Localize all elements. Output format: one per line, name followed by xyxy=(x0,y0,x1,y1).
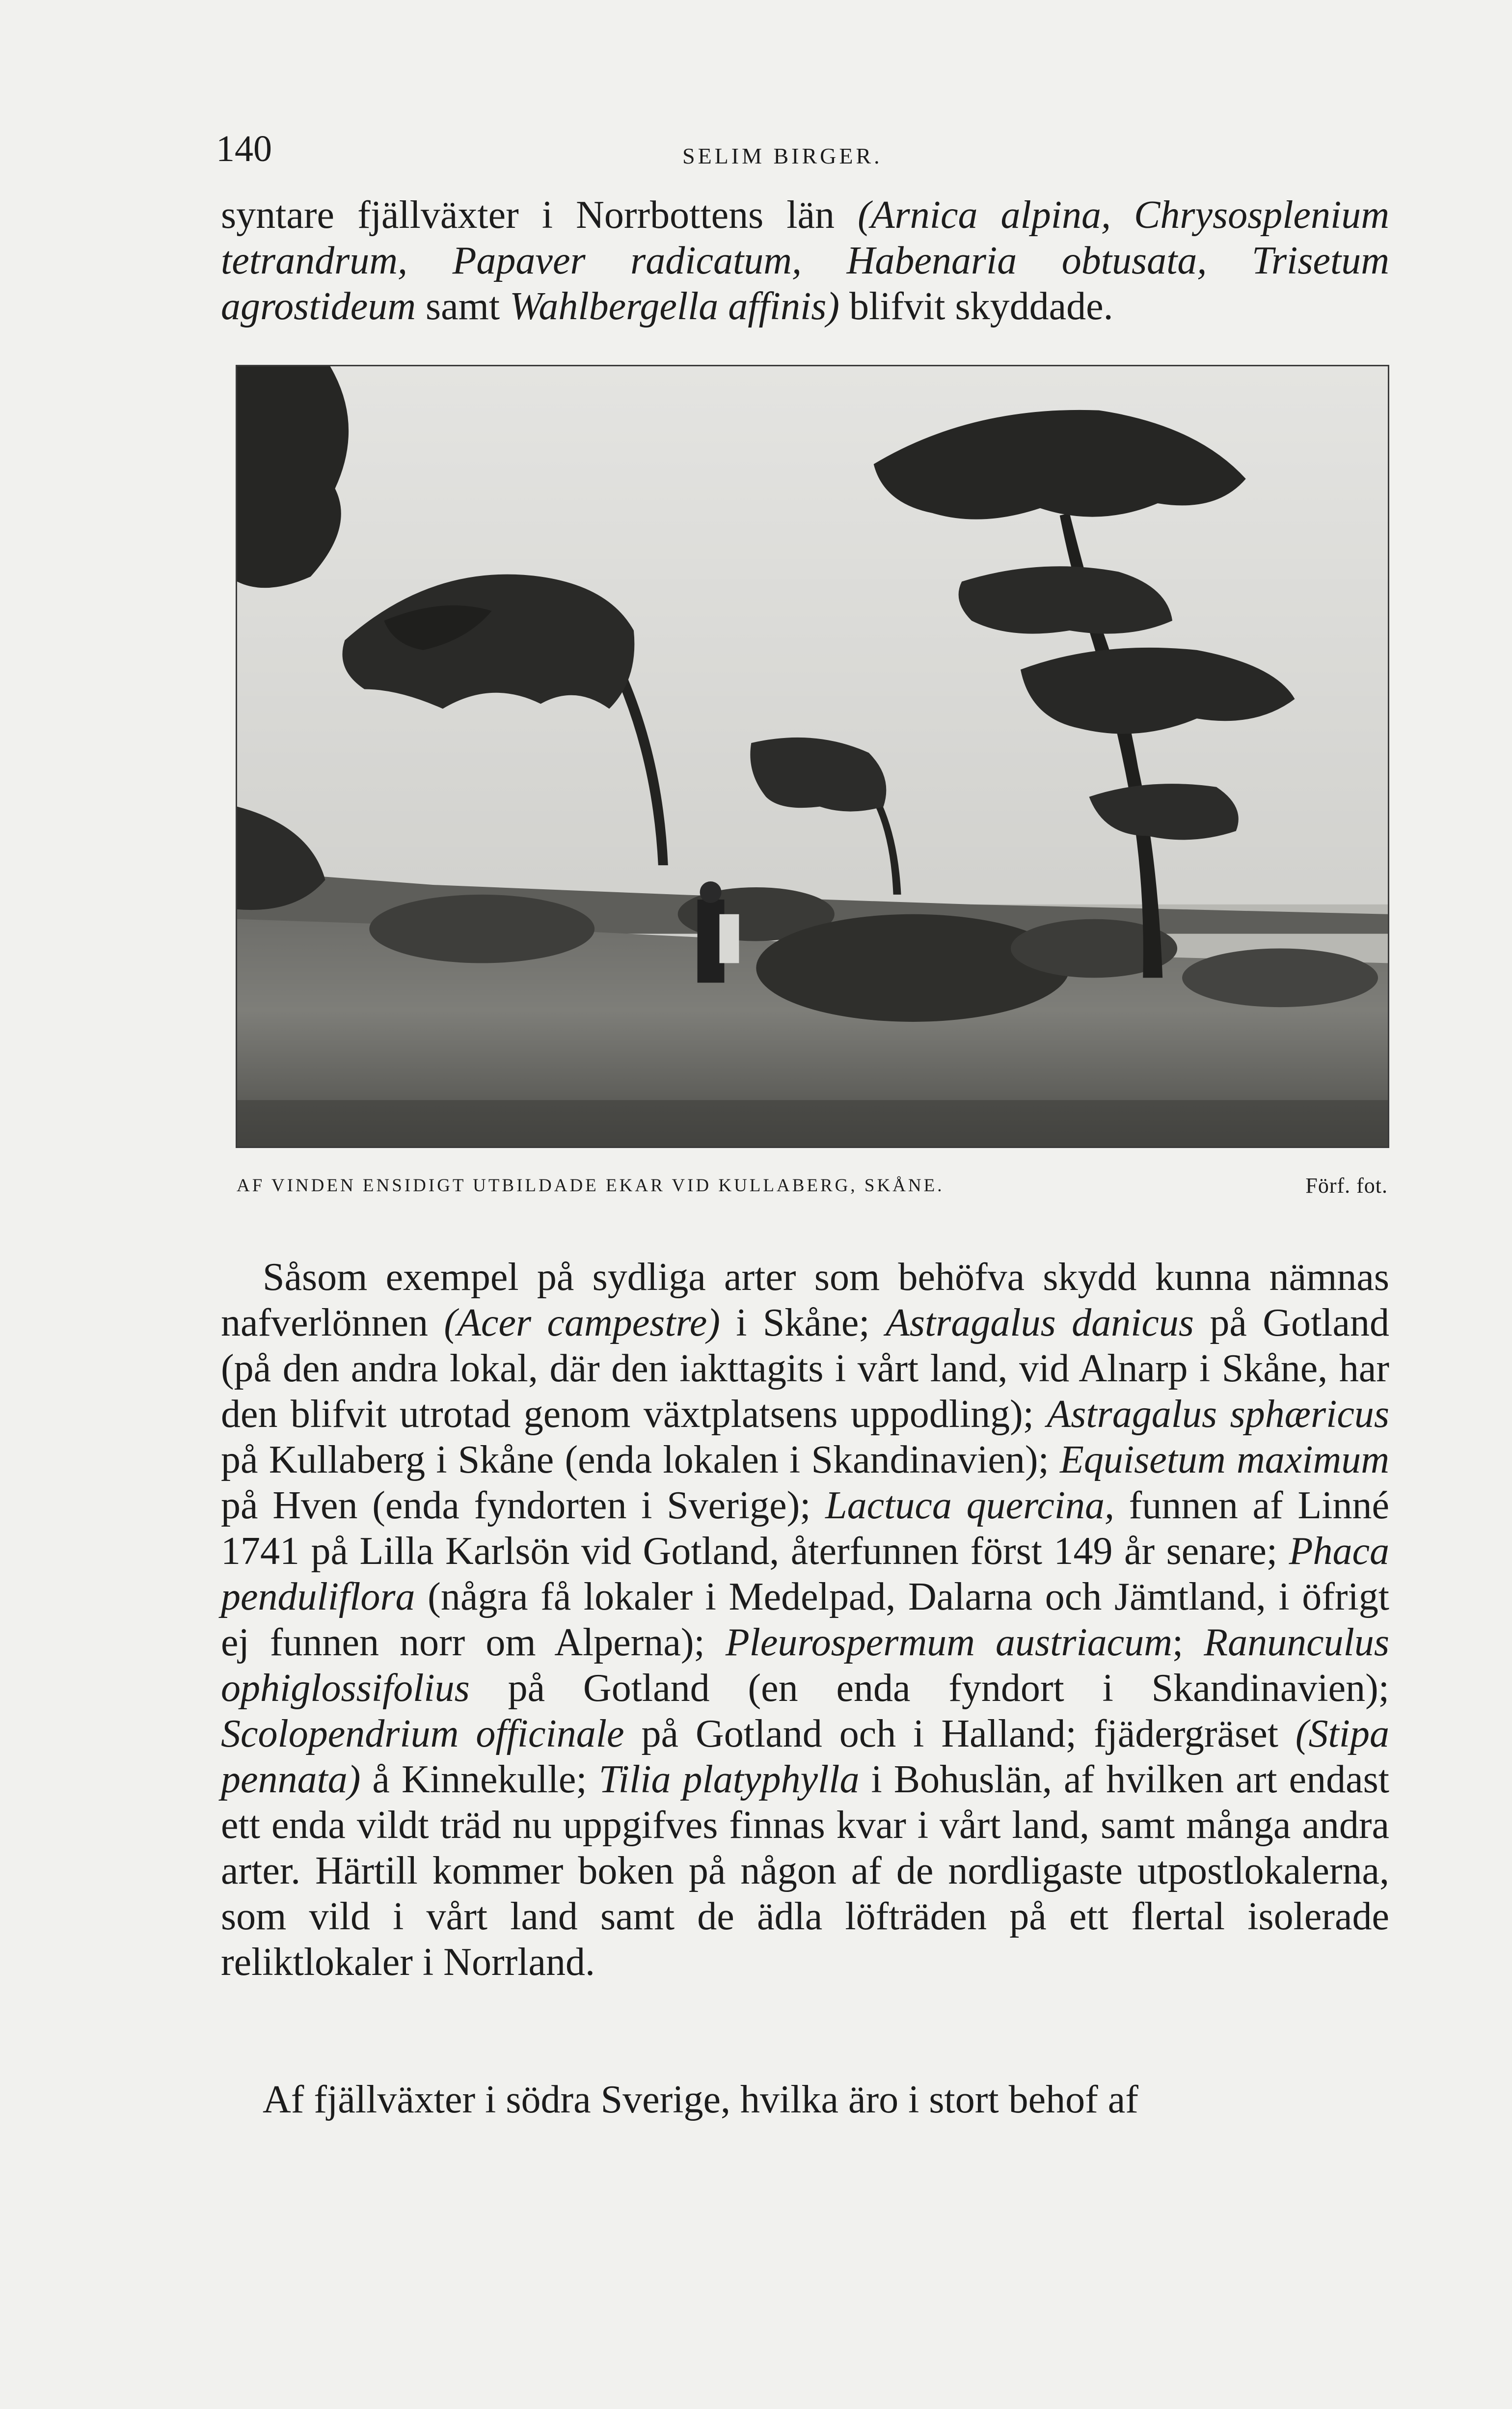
text-run: på Hven (enda fyndorten i Sverige); xyxy=(221,1484,826,1527)
running-head: SELIM BIRGER. xyxy=(682,143,883,168)
italic-run: (Stipa pennata) xyxy=(221,1712,1389,1801)
italic-run: (Acer campestre) xyxy=(444,1301,720,1344)
italic-run: Astragalus sphæricus xyxy=(1047,1393,1389,1436)
text-run: på Gotland (en enda fyndort i Skandinavien); xyxy=(469,1667,1389,1710)
paragraph-closing xyxy=(221,2077,1389,2123)
text-run: blifvit skyddade. xyxy=(839,285,1113,328)
italic-run: Pleurospermum austriacum xyxy=(725,1621,1172,1664)
text-run: i Skåne; xyxy=(720,1301,886,1344)
photo-illustration xyxy=(237,366,1388,1147)
italic-run: Lactuca quercina, xyxy=(825,1484,1114,1527)
text-run: funnen af Linné 1741 på Lilla Karlsön vid Gotland, återfunnen först 149 år senare; xyxy=(221,1484,1389,1573)
text-run: i Bohuslän, af hvilken art endast ett enda vildt träd nu uppgifves finnas kvar i vårt land, samt många andra arter. Härtill kommer boken på någon af de nordligaste utpostlokalerna, som vild i vårt land samt de ädla löfträden på ett flertal isolerade reliktlokaler i Norrland. xyxy=(221,1758,1390,1984)
italic-run: Ranunculus ophiglossifolius xyxy=(221,1621,1389,1710)
text-run: Af fjällväxter i södra Sverige, hvilka äro i stort behof af xyxy=(263,2078,1138,2121)
text-run: Såsom exempel på sydliga arter som behöfva skydd kunna nämnas nafverlönnen xyxy=(221,1256,1389,1344)
italic-run: Equisetum maximum xyxy=(1060,1438,1389,1481)
italic-run: Astragalus danicus xyxy=(886,1301,1194,1344)
text-run: på Gotland och i Halland; fjädergräset xyxy=(624,1712,1296,1755)
text-run: på Gotland (på den andra lokal, där den iakttagits i vårt land, vid Alnarp i Skåne, har den blifvit utrotad genom växtplatsens uppodling); xyxy=(221,1301,1389,1436)
photo-credit: Förf. fot. xyxy=(1305,1174,1388,1198)
italic-run: Phaca penduliflora xyxy=(221,1530,1389,1618)
italic-run: (Arnica alpina, Chrysosplenium tetrandrum, Papaver radicatum, Habenaria obtusata, Trisetum agrostideum xyxy=(221,193,1389,328)
caption-text: AF VINDEN ENSIDIGT UTBILDADE EKAR VID KULLABERG, SKÅNE. xyxy=(237,1176,945,1196)
text-run: ; xyxy=(1172,1621,1204,1664)
photograph-wind-shaped-oaks xyxy=(236,365,1389,1148)
text-run: på Kullaberg i Skåne (enda lokalen i Skandinavien); xyxy=(221,1438,1060,1481)
text-run: syntare fjällväxter i Norrbottens län xyxy=(221,193,858,237)
text-run: samt xyxy=(416,285,510,328)
italic-run: Wahlbergella affinis) xyxy=(510,285,839,328)
italic-run: Tilia platyphylla xyxy=(598,1758,860,1801)
text-run: (några få lokaler i Medelpad, Dalarna och Jämtland, i öfrigt ej funnen norr om Alperna); xyxy=(221,1575,1389,1664)
italic-run: Scolopendrium officinale xyxy=(221,1712,624,1755)
paragraph-intro xyxy=(221,192,1389,329)
page-number: 140 xyxy=(216,128,272,169)
figure-caption xyxy=(237,1174,1388,1198)
paragraph-species-list xyxy=(221,1255,1389,1985)
text-run: å Kinnekulle; xyxy=(360,1758,599,1801)
